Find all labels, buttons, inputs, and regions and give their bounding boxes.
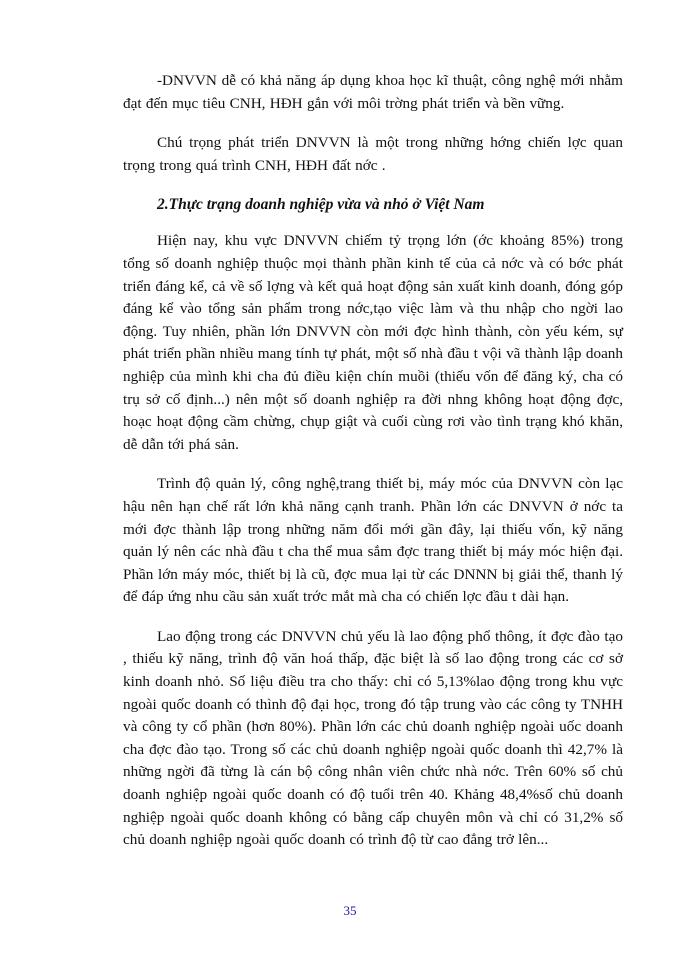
paragraph-strategic-direction: Chú trọng phát triển DNVVN là một trong những hớng chiến lợc quan trọng trong quá trình CNH, HĐH đất nớc . xyxy=(123,134,623,174)
paragraph-current-situation: Hiện nay, khu vực DNVVN chiếm tỷ trọng lớn (ớc khoảng 85%) trong tổng số doanh nghiệp thuộc mọi thành phần kinh tế của cả nớc và có bớc phát triển đáng kể, cả về số lợng và kết quả hoạt động sản xuất kinh doanh, đóng góp đáng kể vào tổng sản phẩm trong nớc,tạo việc làm và thu nhập cho ngời lao động. Tuy nhiên, phần lớn DNVVN còn mới đợc hình thành, còn yếu kém, sự phát triển phần nhiều mang tính tự phát, một số nhà đầu t vội vã thành lập doanh nghiệp của mình khi cha đủ điều kiện chín muồi (thiếu vốn để đăng ký, cha có trụ sở cố định...) nên một số doanh nghiệp ra đời nhng không hoạt động đợc, hoạc hoạt động cầm chừng, chụp giật và cuối cùng rơi vào tình trạng khó khăn, dễ dẫn tới phá sản. xyxy=(123,232,623,453)
paragraph-benefits-technology: -DNVVN dễ có khả năng áp dụng khoa học kĩ thuật, công nghệ mới nhằm đạt đến mục tiêu CNH, HĐH gắn với môi trờng phát triển và bền vững. xyxy=(123,72,623,112)
page-number: 35 xyxy=(343,903,357,918)
section-heading: 2.Thực trạng doanh nghiệp vừa và nhỏ ở Việt Nam xyxy=(157,196,485,214)
paragraph-technology-level: Trình độ quản lý, công nghệ,trang thiết bị, máy móc của DNVVN còn lạc hậu nên hạn chế rất lớn khả năng cạnh tranh. Phần lớn các DNVVN ở nớc ta mới đợc thành lập trong những năm đổi mới gần đây, lại thiếu vốn, kỹ năng quản lý nên các nhà đầu t cha thể mua sắm đợc trang thiết bị máy móc hiện đại. Phần lớn máy móc, thiết bị là cũ, đợc mua lại từ các DNNN bị giải thể, thanh lý để đáp ứng nhu cầu sản xuất trớc mắt mà cha có chiến lợc đầu t dài hạn. xyxy=(123,475,623,606)
paragraph-labor-force: Lao động trong các DNVVN chủ yếu là lao động phổ thông, ít đợc đào tạo , thiếu kỹ năng, trình độ văn hoá thấp, đặc biệt là số lao động trong các cơ sở kinh doanh nhỏ. Số liệu điều tra cho thấy: chỉ có 5,13%lao động trong khu vực ngoài quốc doanh có thình độ đại học, trong đó tập trung vào các công ty TNHH và công ty cổ phần (hơn 80%). Phần lớn các chủ doanh nghiệp ngoài uốc doanh cha đợc đào tạo. Trong số các chủ doanh nghiệp ngoài quốc doanh thì 42,7% là những ngời đã từng là cán bộ công nhân viên chức nhà nớc. Trên 60% số chủ doanh nghiệp ngoài quốc doanh có độ tuổi trên 40. Khảng 48,4%số chủ doanh nghiệp ngoài quốc doanh không có bằng cấp chuyên môn và chỉ có 31,2% số chủ doanh nghiệp ngoài quốc doanh có trình độ từ cao đẳng trở lên... xyxy=(123,627,623,849)
page-content xyxy=(123,70,623,869)
